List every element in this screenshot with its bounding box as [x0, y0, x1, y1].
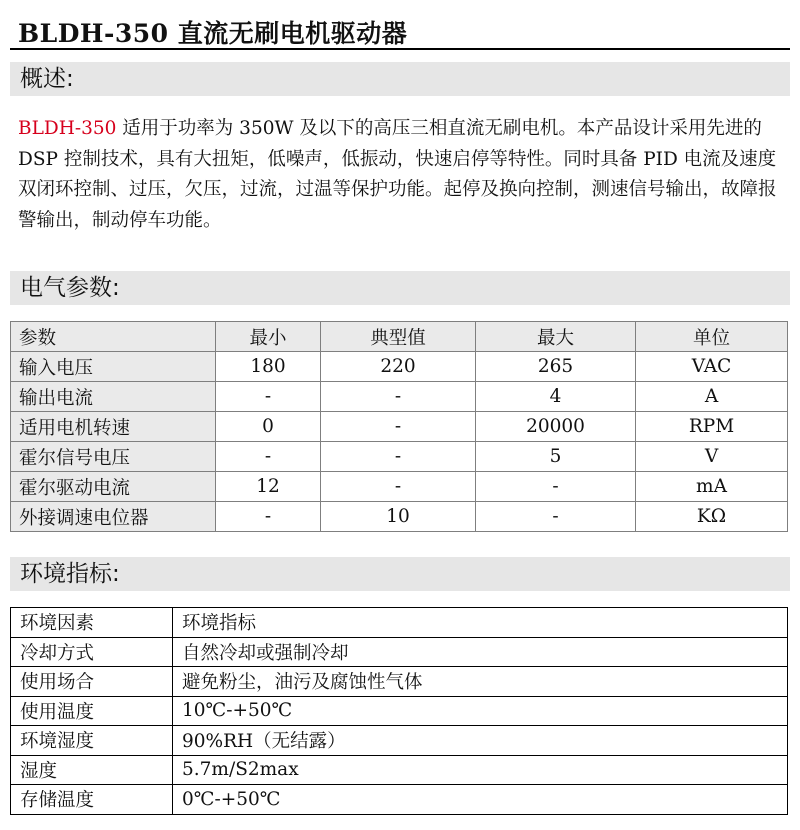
table-row — [11, 412, 788, 442]
param-max: - — [476, 502, 636, 532]
env-spec: 90%RH（无结露） — [173, 726, 788, 756]
table-row — [11, 637, 788, 667]
title-rule — [10, 48, 790, 50]
table-row — [11, 382, 788, 412]
document-title: BLDH-350 直流无刷电机驱动器 — [18, 19, 408, 48]
param-name: 霍尔驱动电流 — [11, 472, 216, 502]
env-spec: 5.7m/S2max — [173, 755, 788, 785]
param-typ: 10 — [321, 502, 476, 532]
table-header-row — [11, 322, 788, 352]
param-max: 5 — [476, 442, 636, 472]
param-typ: - — [321, 412, 476, 442]
param-unit: V — [636, 442, 788, 472]
table-row — [11, 755, 788, 785]
env-factor: 存储温度 — [11, 785, 173, 815]
section-overview-heading — [10, 62, 790, 96]
env-spec: 环境指标 — [173, 608, 788, 638]
section-environment-heading — [10, 557, 790, 591]
param-unit: mA — [636, 472, 788, 502]
table-row — [11, 502, 788, 532]
param-max: 4 — [476, 382, 636, 412]
param-min: 12 — [216, 472, 321, 502]
table-row — [11, 667, 788, 697]
table-row — [11, 352, 788, 382]
env-spec: 避免粉尘，油污及腐蚀性气体 — [173, 667, 788, 697]
section-electrical-heading — [10, 271, 790, 305]
header-max: 最大 — [476, 322, 636, 352]
electrical-parameters-table — [10, 321, 788, 532]
electrical-heading-label: 电气参数: — [20, 275, 120, 301]
env-factor: 环境因素 — [11, 608, 173, 638]
param-name: 外接调速电位器 — [11, 502, 216, 532]
env-factor: 湿度 — [11, 755, 173, 785]
param-unit: VAC — [636, 352, 788, 382]
param-min: 0 — [216, 412, 321, 442]
env-factor: 冷却方式 — [11, 637, 173, 667]
overview-paragraph — [18, 114, 788, 236]
param-typ: - — [321, 382, 476, 412]
param-unit: RPM — [636, 412, 788, 442]
header-unit: 单位 — [636, 322, 788, 352]
param-name: 输出电流 — [11, 382, 216, 412]
param-name: 适用电机转速 — [11, 412, 216, 442]
table-row — [11, 696, 788, 726]
product-model-highlight: BLDH-350 — [18, 118, 117, 139]
param-typ: - — [321, 472, 476, 502]
param-name: 输入电压 — [11, 352, 216, 382]
header-min: 最小 — [216, 322, 321, 352]
environment-heading-label: 环境指标: — [20, 561, 120, 587]
param-min: - — [216, 502, 321, 532]
param-min: 180 — [216, 352, 321, 382]
param-min: - — [216, 382, 321, 412]
param-max: 20000 — [476, 412, 636, 442]
table-row — [11, 608, 788, 638]
env-spec: 10℃-+50℃ — [173, 696, 788, 726]
param-min: - — [216, 442, 321, 472]
header-typ: 典型值 — [321, 322, 476, 352]
param-max: - — [476, 472, 636, 502]
environment-specs-table — [10, 607, 788, 815]
env-spec: 0℃-+50℃ — [173, 785, 788, 815]
param-unit: A — [636, 382, 788, 412]
env-spec: 自然冷却或强制冷却 — [173, 637, 788, 667]
param-name: 霍尔信号电压 — [11, 442, 216, 472]
table-row — [11, 472, 788, 502]
param-max: 265 — [476, 352, 636, 382]
param-typ: 220 — [321, 352, 476, 382]
table-row — [11, 442, 788, 472]
table-row — [11, 785, 788, 815]
env-factor: 使用场合 — [11, 667, 173, 697]
env-factor: 环境湿度 — [11, 726, 173, 756]
overview-heading-label: 概述: — [20, 66, 74, 92]
env-factor: 使用温度 — [11, 696, 173, 726]
header-param: 参数 — [11, 322, 216, 352]
overview-text: 适用于功率为 350W 及以下的高压三相直流无刷电机。本产品设计采用先进的 DSP 控制技术，具有大扭矩，低噪声，低振动，快速启停等特性。同时具备 PID 电流及速度双闭环控制、过压，欠压，过流，过温等保护功能。起停及换向控制，测速信号输出，故障报警输出，制动停车功能。 — [18, 118, 777, 231]
table-row — [11, 726, 788, 756]
param-typ: - — [321, 442, 476, 472]
param-unit: KΩ — [636, 502, 788, 532]
